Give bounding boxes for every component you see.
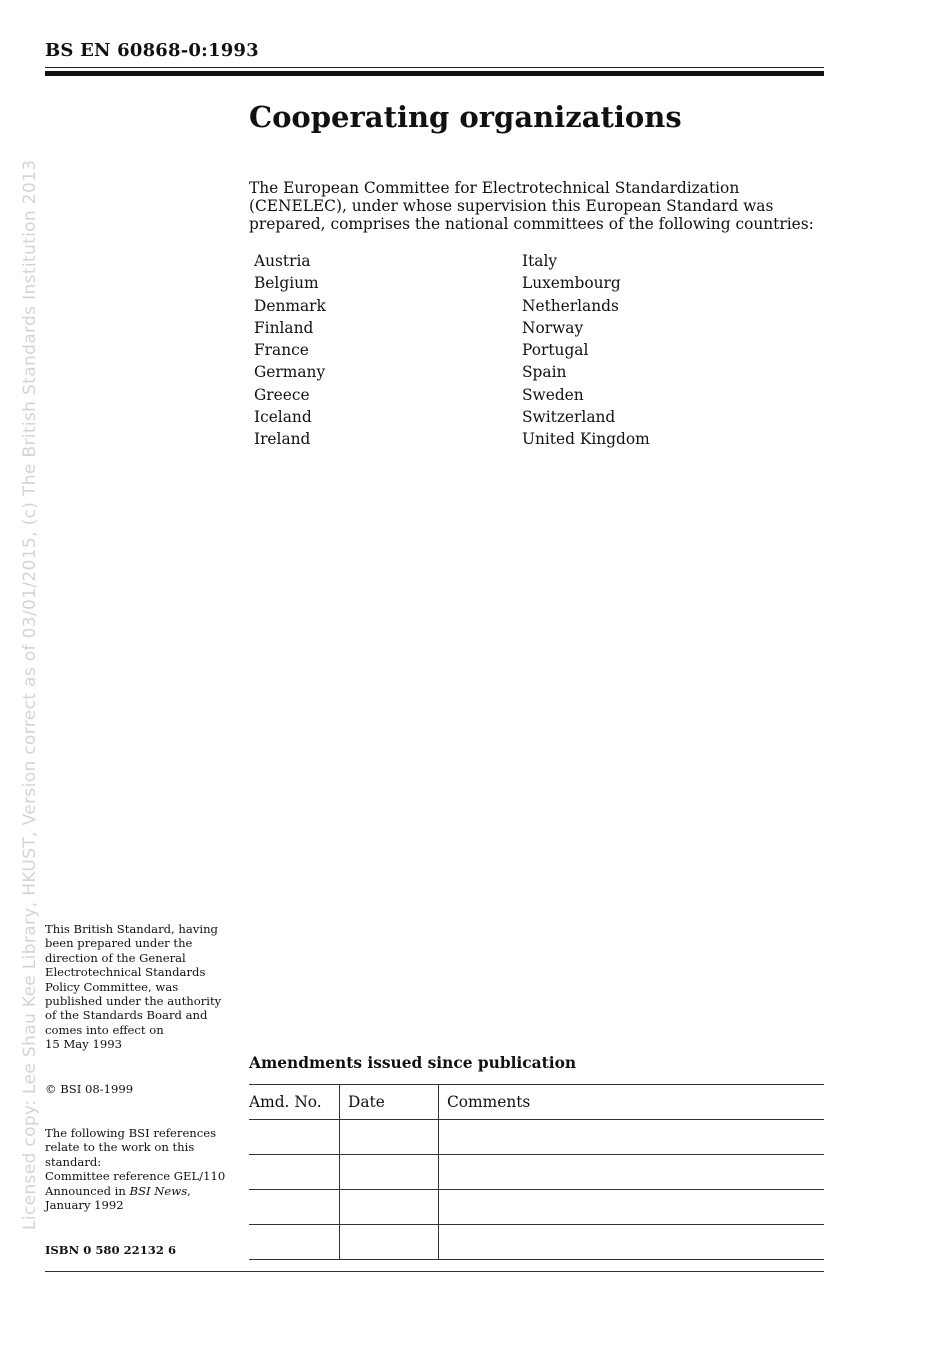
country-item: Austria: [254, 252, 311, 270]
license-watermark: Licensed copy: Lee Shau Kee Library, HKUST, Version correct as of 03/01/2015, (c) The British Standards Institution 2013: [20, 159, 40, 1230]
country-column-right: [522, 250, 650, 451]
effective-date: 15 May 1993: [45, 1037, 122, 1052]
country-item: Norway: [522, 318, 584, 337]
column-header-date: Date: [340, 1085, 439, 1120]
country-item: Greece: [254, 385, 310, 404]
announcement-line: [45, 1184, 230, 1198]
table-row: [249, 1190, 824, 1225]
announced-suffix: ,: [187, 1183, 191, 1198]
table-cell: [249, 1120, 340, 1155]
column-header-amd-no: Amd. No.: [249, 1085, 340, 1120]
country-item: Portugal: [522, 341, 589, 360]
amendments-table: [249, 1084, 824, 1260]
table-cell: [439, 1120, 825, 1155]
table-cell: [340, 1120, 439, 1155]
announced-date: January 1992: [45, 1198, 124, 1213]
table-cell: [439, 1190, 825, 1225]
country-item: Belgium: [254, 274, 319, 293]
table-cell: [439, 1155, 825, 1190]
publication-note: [45, 922, 230, 1052]
country-item: Netherlands: [522, 296, 619, 315]
references-intro: The following BSI references relate to the work on this standard:: [45, 1126, 217, 1169]
table-cell: [340, 1155, 439, 1190]
country-item: Spain: [522, 363, 567, 382]
country-item: United Kingdom: [522, 430, 650, 449]
committee-reference: Committee reference GEL/110: [45, 1169, 226, 1184]
header-rule-thin: [45, 67, 824, 68]
footer-rule: [45, 1271, 824, 1272]
table-cell: [340, 1225, 439, 1260]
announced-publication: BSI News: [129, 1183, 188, 1198]
country-item: Denmark: [254, 296, 326, 315]
page-title: Cooperating organizations: [249, 100, 682, 134]
country-item: Finland: [254, 318, 314, 337]
amendments-heading: Amendments issued since publication: [249, 1054, 577, 1072]
references-note: [45, 1126, 230, 1212]
table-row: [249, 1120, 824, 1155]
copyright-note: [45, 1082, 230, 1096]
table-cell: [340, 1190, 439, 1225]
document-id: BS EN 60868-0:1993: [45, 40, 259, 61]
intro-paragraph: The European Committee for Electrotechnical Standardization (CENELEC), under whose supervision this European Standard was prepared, comprises the national committees of the following countries:: [249, 179, 814, 233]
country-column-left: [254, 250, 326, 451]
table-row: [249, 1155, 824, 1190]
country-item: France: [254, 341, 309, 360]
isbn: ISBN 0 580 22132 6: [45, 1243, 177, 1257]
table-cell: [249, 1225, 340, 1260]
table-cell: [439, 1225, 825, 1260]
amendments-header-row: [249, 1085, 824, 1120]
table-cell: [249, 1155, 340, 1190]
country-item: Iceland: [254, 408, 312, 427]
country-item: Ireland: [254, 430, 311, 449]
copyright-text: © BSI 08-1999: [45, 1082, 134, 1096]
country-item: Switzerland: [522, 408, 616, 427]
country-item: Luxembourg: [522, 274, 621, 293]
table-row: [249, 1225, 824, 1260]
header-rule-thick: [45, 71, 824, 76]
country-item: Sweden: [522, 385, 584, 404]
country-item: Germany: [254, 363, 326, 382]
country-item: Italy: [522, 252, 558, 270]
table-cell: [249, 1190, 340, 1225]
column-header-comments: Comments: [439, 1085, 825, 1120]
publication-text: This British Standard, having been prepared under the direction of the General Electrotechnical Standards Policy Committee, was published under the authority of the Standards Board and comes into effect on: [45, 922, 222, 1037]
announced-prefix: Announced in: [45, 1183, 130, 1198]
